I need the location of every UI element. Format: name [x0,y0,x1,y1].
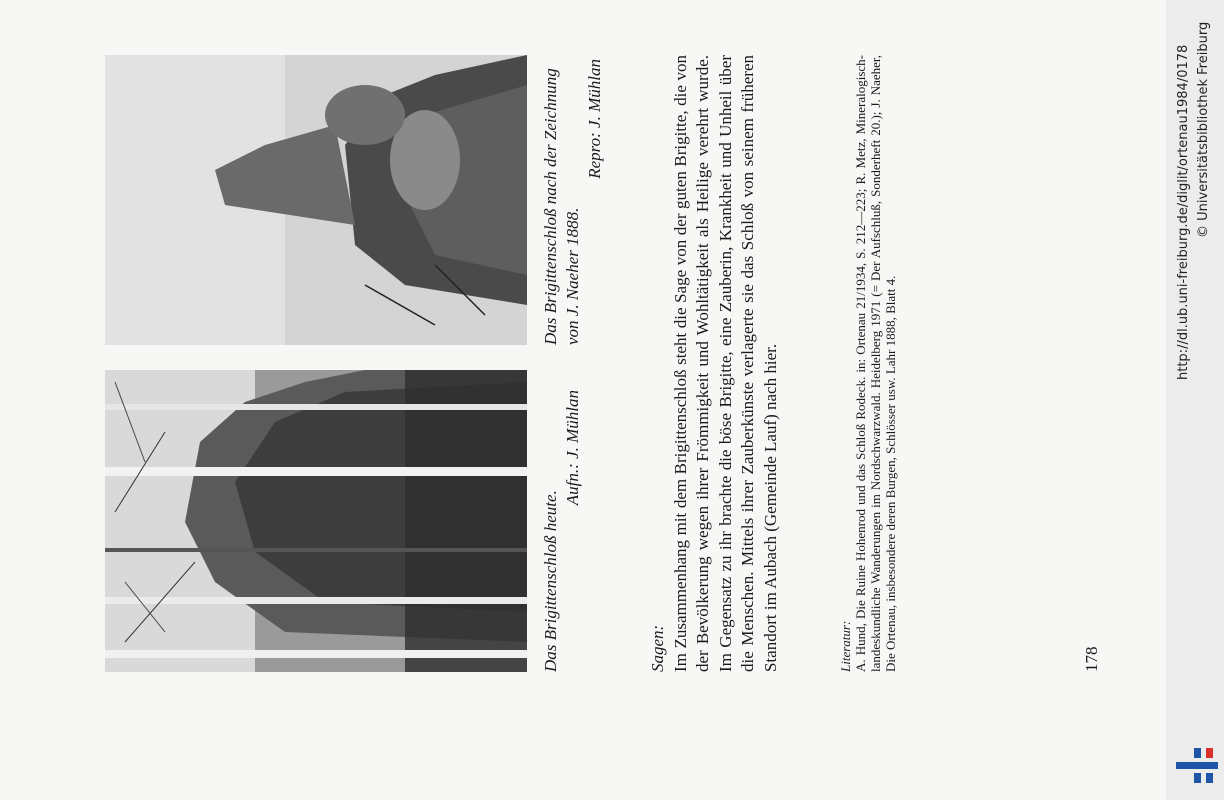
side-strip-content [1166,0,1224,800]
caption-ruin-today-title: Das Brigittenschloß heute. [541,490,560,672]
photo-ruin-drawing-image [105,55,527,345]
literatur-paragraph: A. Hund, Die Ruine Hohenrod und das Schloß Rodeck. in: Ortenau 21/1934, S. 212—223; R. Metz, Mineralogisch-landeskundliche Wanderungen im Nordschwarzwald. Heidelberg 1971 (= Der Aufschluß, Sonderheft 20.); J. Naeher, Die Ortenau, insbesondere deren Burgen, Schlösser usw. Lahr 1888, Blatt 4. [853,55,898,672]
page-number: 178 [1082,646,1101,672]
photo-ruin-drawing [105,55,527,345]
photo-ruin-today [105,370,527,672]
caption-ruin-drawing-credit: Repro: J. Mühlan [585,59,604,179]
university-library-logo-icon [1176,744,1218,786]
sagen-heading: Sagen: [648,624,667,672]
sagen-paragraph: Im Zusammenhang mit dem Brigittenschloß steht die Sage von der guten Brigitte, die von der Bevölkerung wegen ihrer Frömmigkeit und Wohltätigkeit als Heilige verehrt wurde. Im Gegensatz zu ihr brachte die böse Brigitte, eine Zauberin, Krankheit und Unheil über die Menschen. Mittels ihrer Zauberkünste verlagerte sie das Schloß von seinem früheren Standort im Aubach (Gemeinde Lauf) nach hier. [671,55,780,672]
caption-ruin-today-credit: Aufn.: J. Mühlan [563,390,582,506]
caption-ruin-drawing [540,55,606,345]
literatur-heading: Literatur: [838,620,853,672]
digitization-side-strip [1166,0,1224,800]
photo-ruin-today-image [105,370,527,672]
source-url-link[interactable]: http://dl.ub.uni-freiburg.de/diglit/ortenau1984/0178 [1176,44,1191,380]
caption-ruin-today [540,370,584,672]
copyright-notice: © Universitätsbibliothek Freiburg [1196,21,1211,238]
caption-ruin-drawing-title: Das Brigittenschloß nach der Zeichnung von J. Naeher 1888. [541,68,582,345]
